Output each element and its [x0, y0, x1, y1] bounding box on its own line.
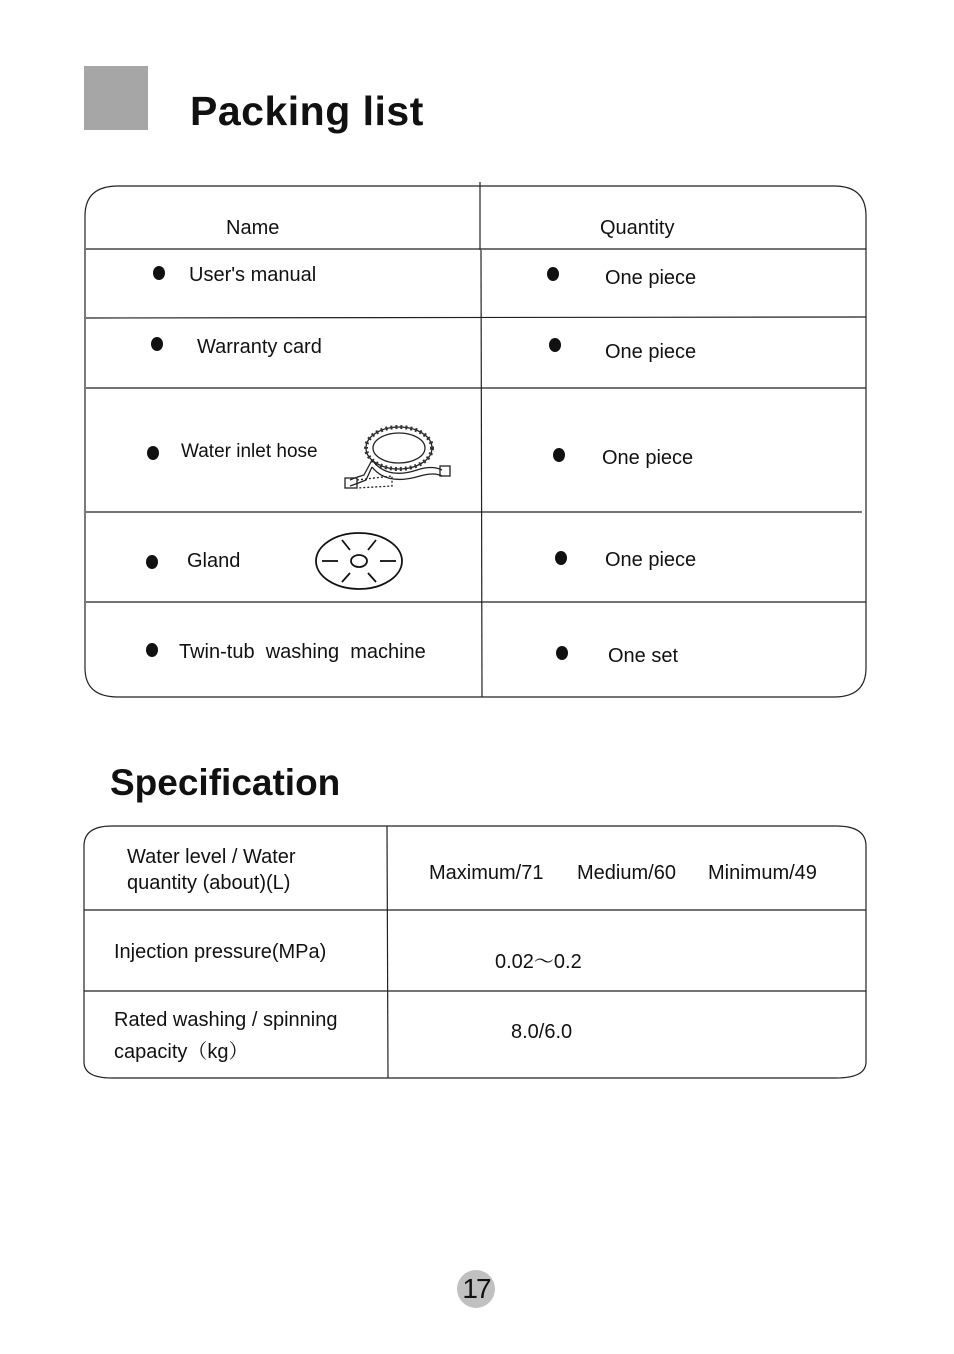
item-quantity: One piece — [605, 549, 697, 571]
item-name: Water inlet hose — [181, 441, 318, 462]
bullet-icon — [147, 446, 159, 460]
spec-label: Rated washing / spinning — [114, 1009, 338, 1031]
bullet-icon — [555, 551, 567, 565]
name-column-header: Name — [226, 217, 280, 239]
item-name: Warranty card — [197, 336, 322, 358]
item-quantity: One piece — [602, 447, 694, 469]
item-name: Gland — [187, 550, 241, 572]
bullet-icon — [547, 267, 559, 281]
coiled-hose-icon — [342, 420, 454, 492]
spec-value: 8.0/6.0 — [511, 1021, 573, 1043]
gland-disc-icon — [312, 530, 406, 592]
spec-label: quantity (about)(L) — [127, 872, 291, 894]
spec-value: Maximum/71 — [429, 862, 544, 884]
bullet-icon — [549, 338, 561, 352]
bullet-icon — [146, 555, 158, 569]
spec-label: Water level / Water — [127, 846, 296, 868]
bullet-icon — [553, 448, 565, 462]
item-quantity: One set — [608, 645, 679, 667]
item-quantity: One piece — [605, 341, 697, 363]
page-number: 17 — [457, 1270, 495, 1308]
item-quantity: One piece — [605, 267, 697, 289]
spec-label: capacity（kg） — [114, 1041, 249, 1063]
spec-value: 0.02～0.2 — [495, 951, 582, 973]
page-title: Packing list — [190, 88, 424, 134]
spec-value: Minimum/49 — [708, 862, 817, 884]
bullet-icon — [146, 643, 158, 657]
item-name: User's manual — [189, 264, 317, 286]
spec-value: Medium/60 — [577, 862, 676, 884]
section-title: Specification — [110, 762, 341, 803]
item-name: Twin-tub washing machine — [179, 641, 426, 663]
bullet-icon — [153, 266, 165, 280]
bullet-icon — [151, 337, 163, 351]
spec-label: Injection pressure(MPa) — [114, 941, 327, 963]
quantity-column-header: Quantity — [600, 217, 675, 239]
bullet-icon — [556, 646, 568, 660]
